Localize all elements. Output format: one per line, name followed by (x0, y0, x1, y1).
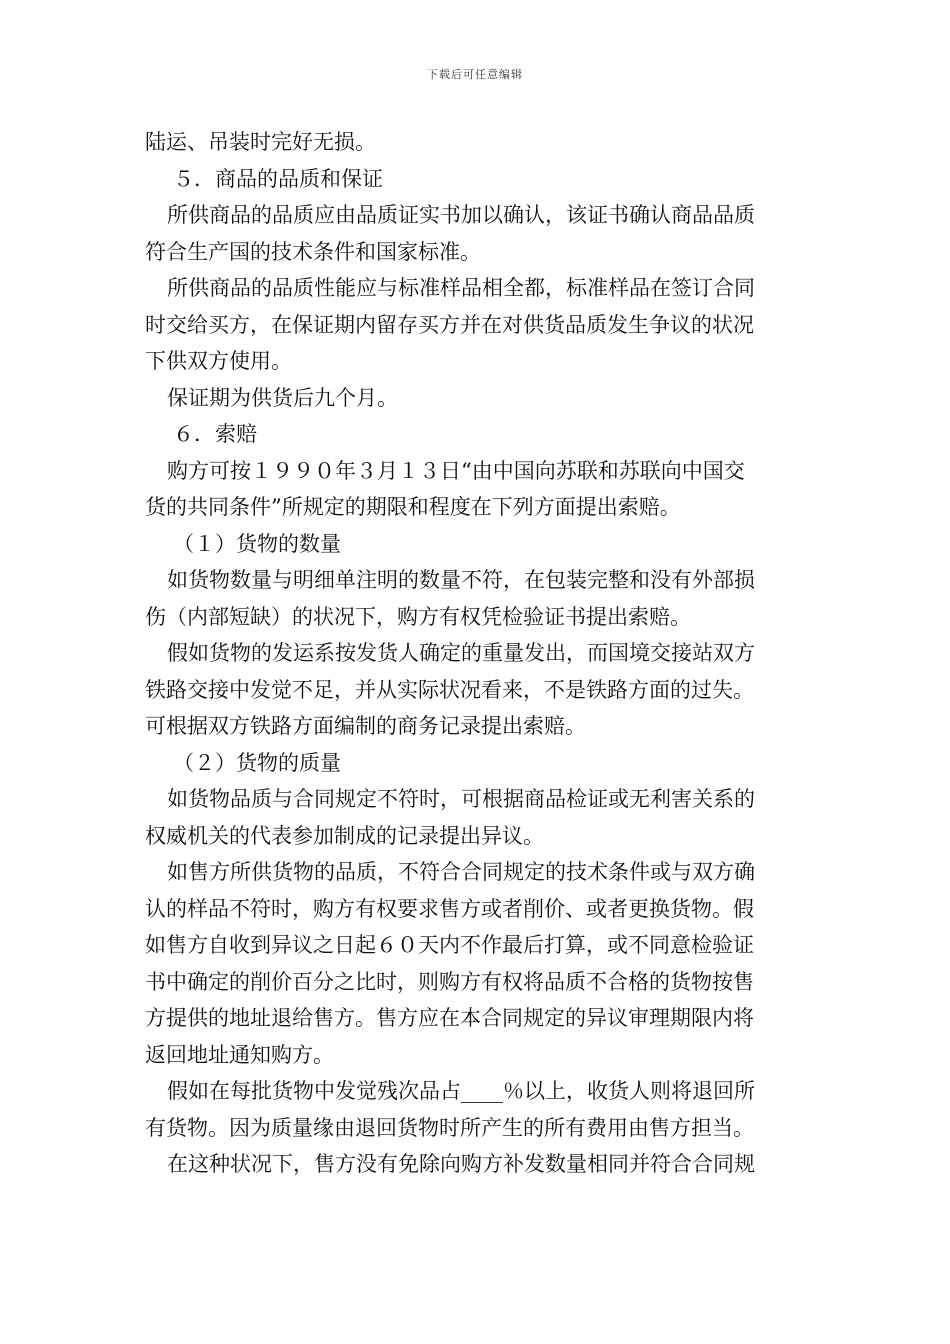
text-line: 返回地址通知购方。 (145, 1042, 334, 1067)
text-line: 所供商品的品质性能应与标准样品相全都，标准样品在签订合同 (167, 276, 755, 300)
text-line: 假如在每批货物中发觉残次品占____％以上，收货人则将退回所 (167, 1079, 755, 1103)
text-line: 时交给买方，在保证期内留存买方并在对供货品质发生争议的状况 (145, 312, 754, 337)
text-line: 保证期为供货后九个月。 (167, 385, 398, 410)
text-line: 伤（内部短缺）的状况下，购方有权凭检验证书提出索赔。 (145, 604, 691, 629)
text-line: 可根据双方铁路方面编制的商务记录提出索赔。 (145, 714, 586, 738)
text-line: 陆运、吊装时完好无损。 (145, 130, 376, 154)
text-line: 书中确定的削价百分之比时，则购方有权将品质不合格的货物按售 (145, 969, 754, 994)
section-heading: ５．商品的品质和保证 (173, 166, 383, 191)
text-line: 权威机关的代表参加制成的记录提出异议。 (145, 823, 544, 848)
text-line: 下供双方使用。 (145, 349, 292, 373)
text-line: 假如货物的发运系按发货人确定的重量发出，而国境交接站双方 (167, 641, 755, 665)
document-body (145, 124, 815, 1183)
section-heading: ６．索赔 (173, 422, 257, 446)
subsection-heading: （２）货物的质量 (173, 750, 341, 775)
text-line: 认的样品不符时，购方有权要求售方或者削价、或者更换货物。假 (145, 896, 754, 921)
text-line: 购方可按１９９０年３月１３日“由中国向苏联和苏联向中国交 (167, 458, 745, 483)
page-header: 下载后可任意编辑 (427, 68, 523, 81)
text-line: 如货物数量与明细单注明的数量不符，在包装完整和没有外部损 (167, 568, 755, 592)
text-line: 方提供的地址退给售方。售方应在本合同规定的异议审理期限内将 (145, 1006, 754, 1030)
text-line: 如货物品质与合同规定不符时，可根据商品检证或无利害关系的 (167, 787, 755, 811)
text-line: 在这种状况下，售方没有免除向购方补发数量相同并符合合同规 (167, 1152, 755, 1176)
text-line: 如售方自收到异议之日起６０天内不作最后打算，或不同意检验证 (145, 933, 754, 957)
text-line: 货的共同条件”所规定的期限和程度在下列方面提出索赔。 (145, 495, 681, 519)
text-line: 所供商品的品质应由品质证实书加以确认，该证书确认商品品质 (167, 203, 755, 227)
text-line: 符合生产国的技术条件和国家标准。 (145, 239, 481, 264)
text-line: 有货物。因为质量缘由退回货物时所产生的所有费用由售方担当。 (145, 1115, 754, 1140)
subsection-heading: （１）货物的数量 (173, 531, 341, 556)
text-line: 铁路交接中发觉不足，并从实际状况看来，不是铁路方面的过失。 (145, 677, 754, 702)
text-line: 如售方所供货物的品质，不符合合同规定的技术条件或与双方确 (167, 860, 755, 884)
